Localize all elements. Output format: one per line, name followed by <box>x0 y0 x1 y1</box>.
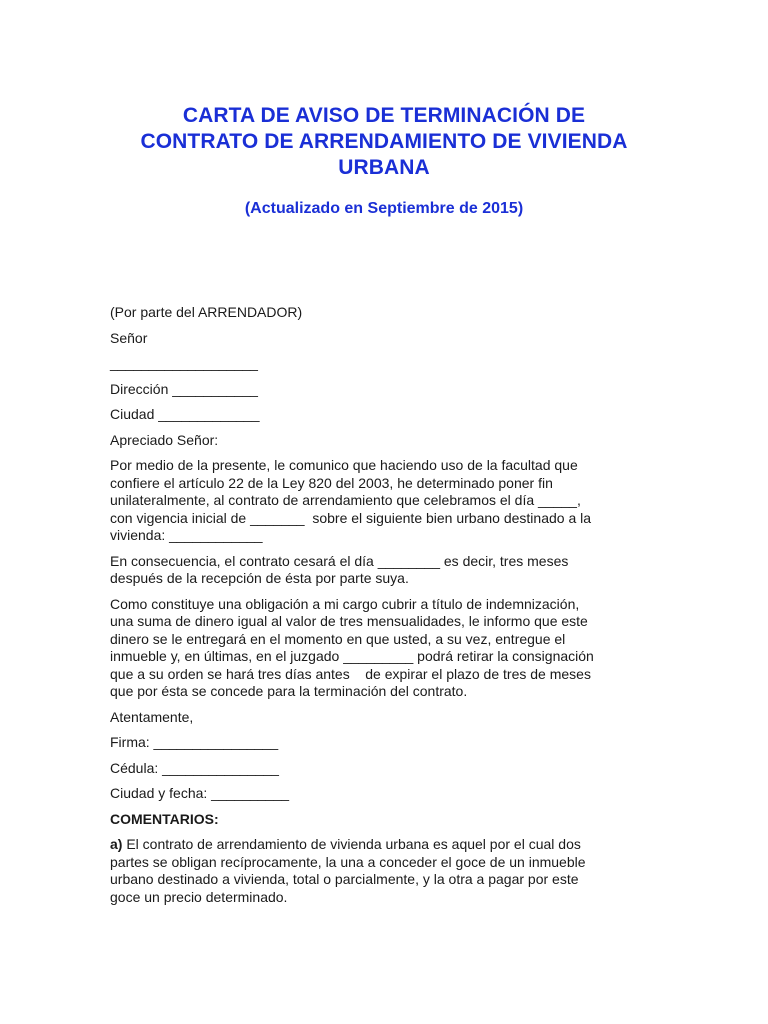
comment-line: urbano destinado a vivienda, total o parcialmente, y la otra a pagar por este <box>110 871 579 887</box>
title-line-3: URBANA <box>338 156 430 179</box>
paragraph-line: que a su orden se hará tres días antes de expirar el plazo de tres de meses <box>110 665 591 682</box>
comments-heading: COMENTARIOS: <box>110 810 219 827</box>
id-number-field: Cédula: _______________ <box>110 759 279 776</box>
paragraph-line: dinero se le entregará en el momento en que usted, a su vez, entregue el <box>110 630 566 647</box>
comment-a-text: El contrato de arrendamiento de vivienda urbana es aquel por el cual dos <box>122 836 581 852</box>
paragraph-indemnity <box>110 596 660 701</box>
addressee-title: Señor <box>110 329 148 346</box>
comment-line <box>110 836 660 854</box>
paragraph-line: una suma de dinero igual al valor de tres mensualidades, le informo que este <box>110 613 588 629</box>
comment-line: partes se obligan recíprocamente, la una a conceder el goce de un inmueble <box>110 853 586 870</box>
letter-body <box>110 304 660 914</box>
paragraph-notice <box>110 457 660 545</box>
comment-a <box>110 836 660 906</box>
paragraph-line: unilateralmente, al contrato de arrendamiento que celebramos el día _____, <box>110 492 581 508</box>
title-line-2: CONTRATO DE ARRENDAMIENTO DE VIVIENDA <box>140 130 628 153</box>
paragraph-line: Como constituye una obligación a mi cargo cubrir a título de indemnización, <box>110 595 580 612</box>
paragraph-line: después de la recepción de ésta por parte suya. <box>110 570 409 586</box>
document-title <box>60 103 708 181</box>
paragraph-line: confiere el artículo 22 de la Ley 820 del 2003, he determinado poner fin <box>110 474 553 491</box>
paragraph-line: Por medio de la presente, le comunico que haciendo uso de la facultad que <box>110 457 578 473</box>
paragraph-line: que por ésta se concede para la terminación del contrato. <box>110 683 468 699</box>
paragraph-line: con vigencia inicial de _______ sobre el siguiente bien urbano destinado a la <box>110 509 592 526</box>
addressee-blank: ___________________ <box>110 355 258 371</box>
title-line-1: CARTA DE AVISO DE TERMINACIÓN DE <box>182 104 586 127</box>
party-line: (Por parte del ARRENDADOR) <box>110 304 303 320</box>
comment-a-label: a) <box>110 836 123 852</box>
city-date-field: Ciudad y fecha: __________ <box>110 785 290 801</box>
paragraph-line: inmueble y, en últimas, en el juzgado _________ podrá retirar la consignación <box>110 648 594 664</box>
salutation: Apreciado Señor: <box>110 431 219 448</box>
city-field: Ciudad _____________ <box>110 406 260 422</box>
closing: Atentamente, <box>110 708 194 725</box>
signature-field: Firma: ________________ <box>110 734 279 750</box>
paragraph-line: En consecuencia, el contrato cesará el día ________ es decir, tres meses <box>110 552 569 569</box>
paragraph-consequence <box>110 553 660 588</box>
address-field: Dirección ___________ <box>110 380 258 397</box>
comment-line: goce un precio determinado. <box>110 888 288 905</box>
paragraph-line: vivienda: ____________ <box>110 527 263 543</box>
document-subtitle: (Actualizado en Septiembre de 2015) <box>244 200 524 217</box>
